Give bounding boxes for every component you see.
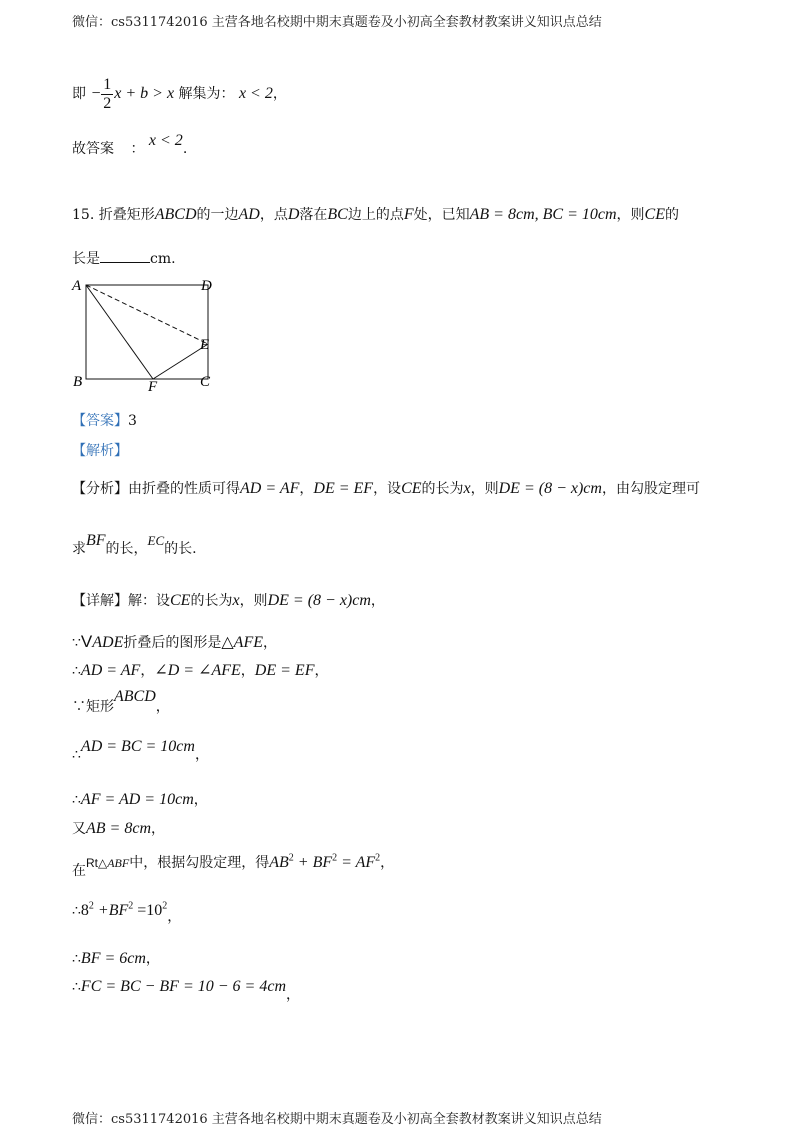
problem-statement-line-1: 15. 折叠矩形ABCD的一边AD，点D落在BC边上的点F处，已知AB = 8cm, BC = 10cm，则CE的 (72, 206, 679, 223)
segment-af (86, 285, 153, 379)
step-5: ∴AF = AD = 10cm， (72, 791, 208, 808)
prev-line-2: 故答案 ： x < 2. (72, 132, 188, 157)
problem-statement-line-2: 长是 cm. (72, 251, 176, 267)
label-f: F (148, 379, 158, 394)
answer-value: 3 (128, 413, 137, 429)
analysis-line-2: 求BF的长，EC的长. (72, 532, 197, 557)
page-header: 微信：cs5311742016 主营各地名校期中期末真题卷及小初高全套教材教案讲义知识点总结 (72, 15, 602, 30)
rectangle-abcd (86, 285, 208, 379)
page-footer: 微信：cs5311742016 主营各地名校期中期末真题卷及小初高全套教材教案讲义知识点总结 (72, 1112, 602, 1127)
step-1: ∵VADE折叠后的图形是△AFE， (72, 632, 277, 651)
label-a: A (72, 278, 82, 294)
geometry-figure (66, 274, 226, 394)
prev-line-1: 即 − $\frac{1}{2}$ x + b > x 解集为： x < 2， (72, 76, 287, 112)
label-b: B (73, 374, 83, 390)
analysis-line-1: 【分析】由折叠的性质可得AD = AF，DE = EF，设CE的长为x，则DE = (8 − x)cm，由勾股定理可 (72, 480, 700, 497)
step-7: 在Rt△ABF中，根据勾股定理，得$AB^2 + BF^2 = AF^2$， (72, 852, 395, 879)
step-10: ∴FC = BC − BF = 10 − 6 = 4cm， (72, 978, 300, 1003)
label-c: C (200, 374, 211, 390)
step-4: ∴AD = BC = 10cm， (72, 738, 209, 763)
step-8: $\therefore 8^2 +BF^2 =10^2$， (72, 900, 182, 925)
label-d: D (201, 278, 212, 294)
detail-line-1: 【详解】解：设CE的长为x，则DE = (8 − x)cm， (72, 592, 385, 609)
fold-line-ae (86, 285, 208, 344)
step-3: ∵矩形ABCD， (72, 688, 170, 715)
analysis-label: 【解析】 (72, 443, 128, 459)
label-e: E (200, 337, 210, 353)
answer-label: 【答案】 (72, 413, 128, 429)
step-2: ∴AD = AF，∠D = ∠AFE，DE = EF， (72, 662, 329, 679)
fraction-half: $\frac{1}{2}$ (103, 76, 112, 112)
answer-blank (100, 250, 150, 263)
step-6: 又AB = 8cm， (72, 820, 165, 837)
answer-line (72, 410, 137, 430)
step-9: ∴BF = 6cm， (72, 950, 160, 967)
